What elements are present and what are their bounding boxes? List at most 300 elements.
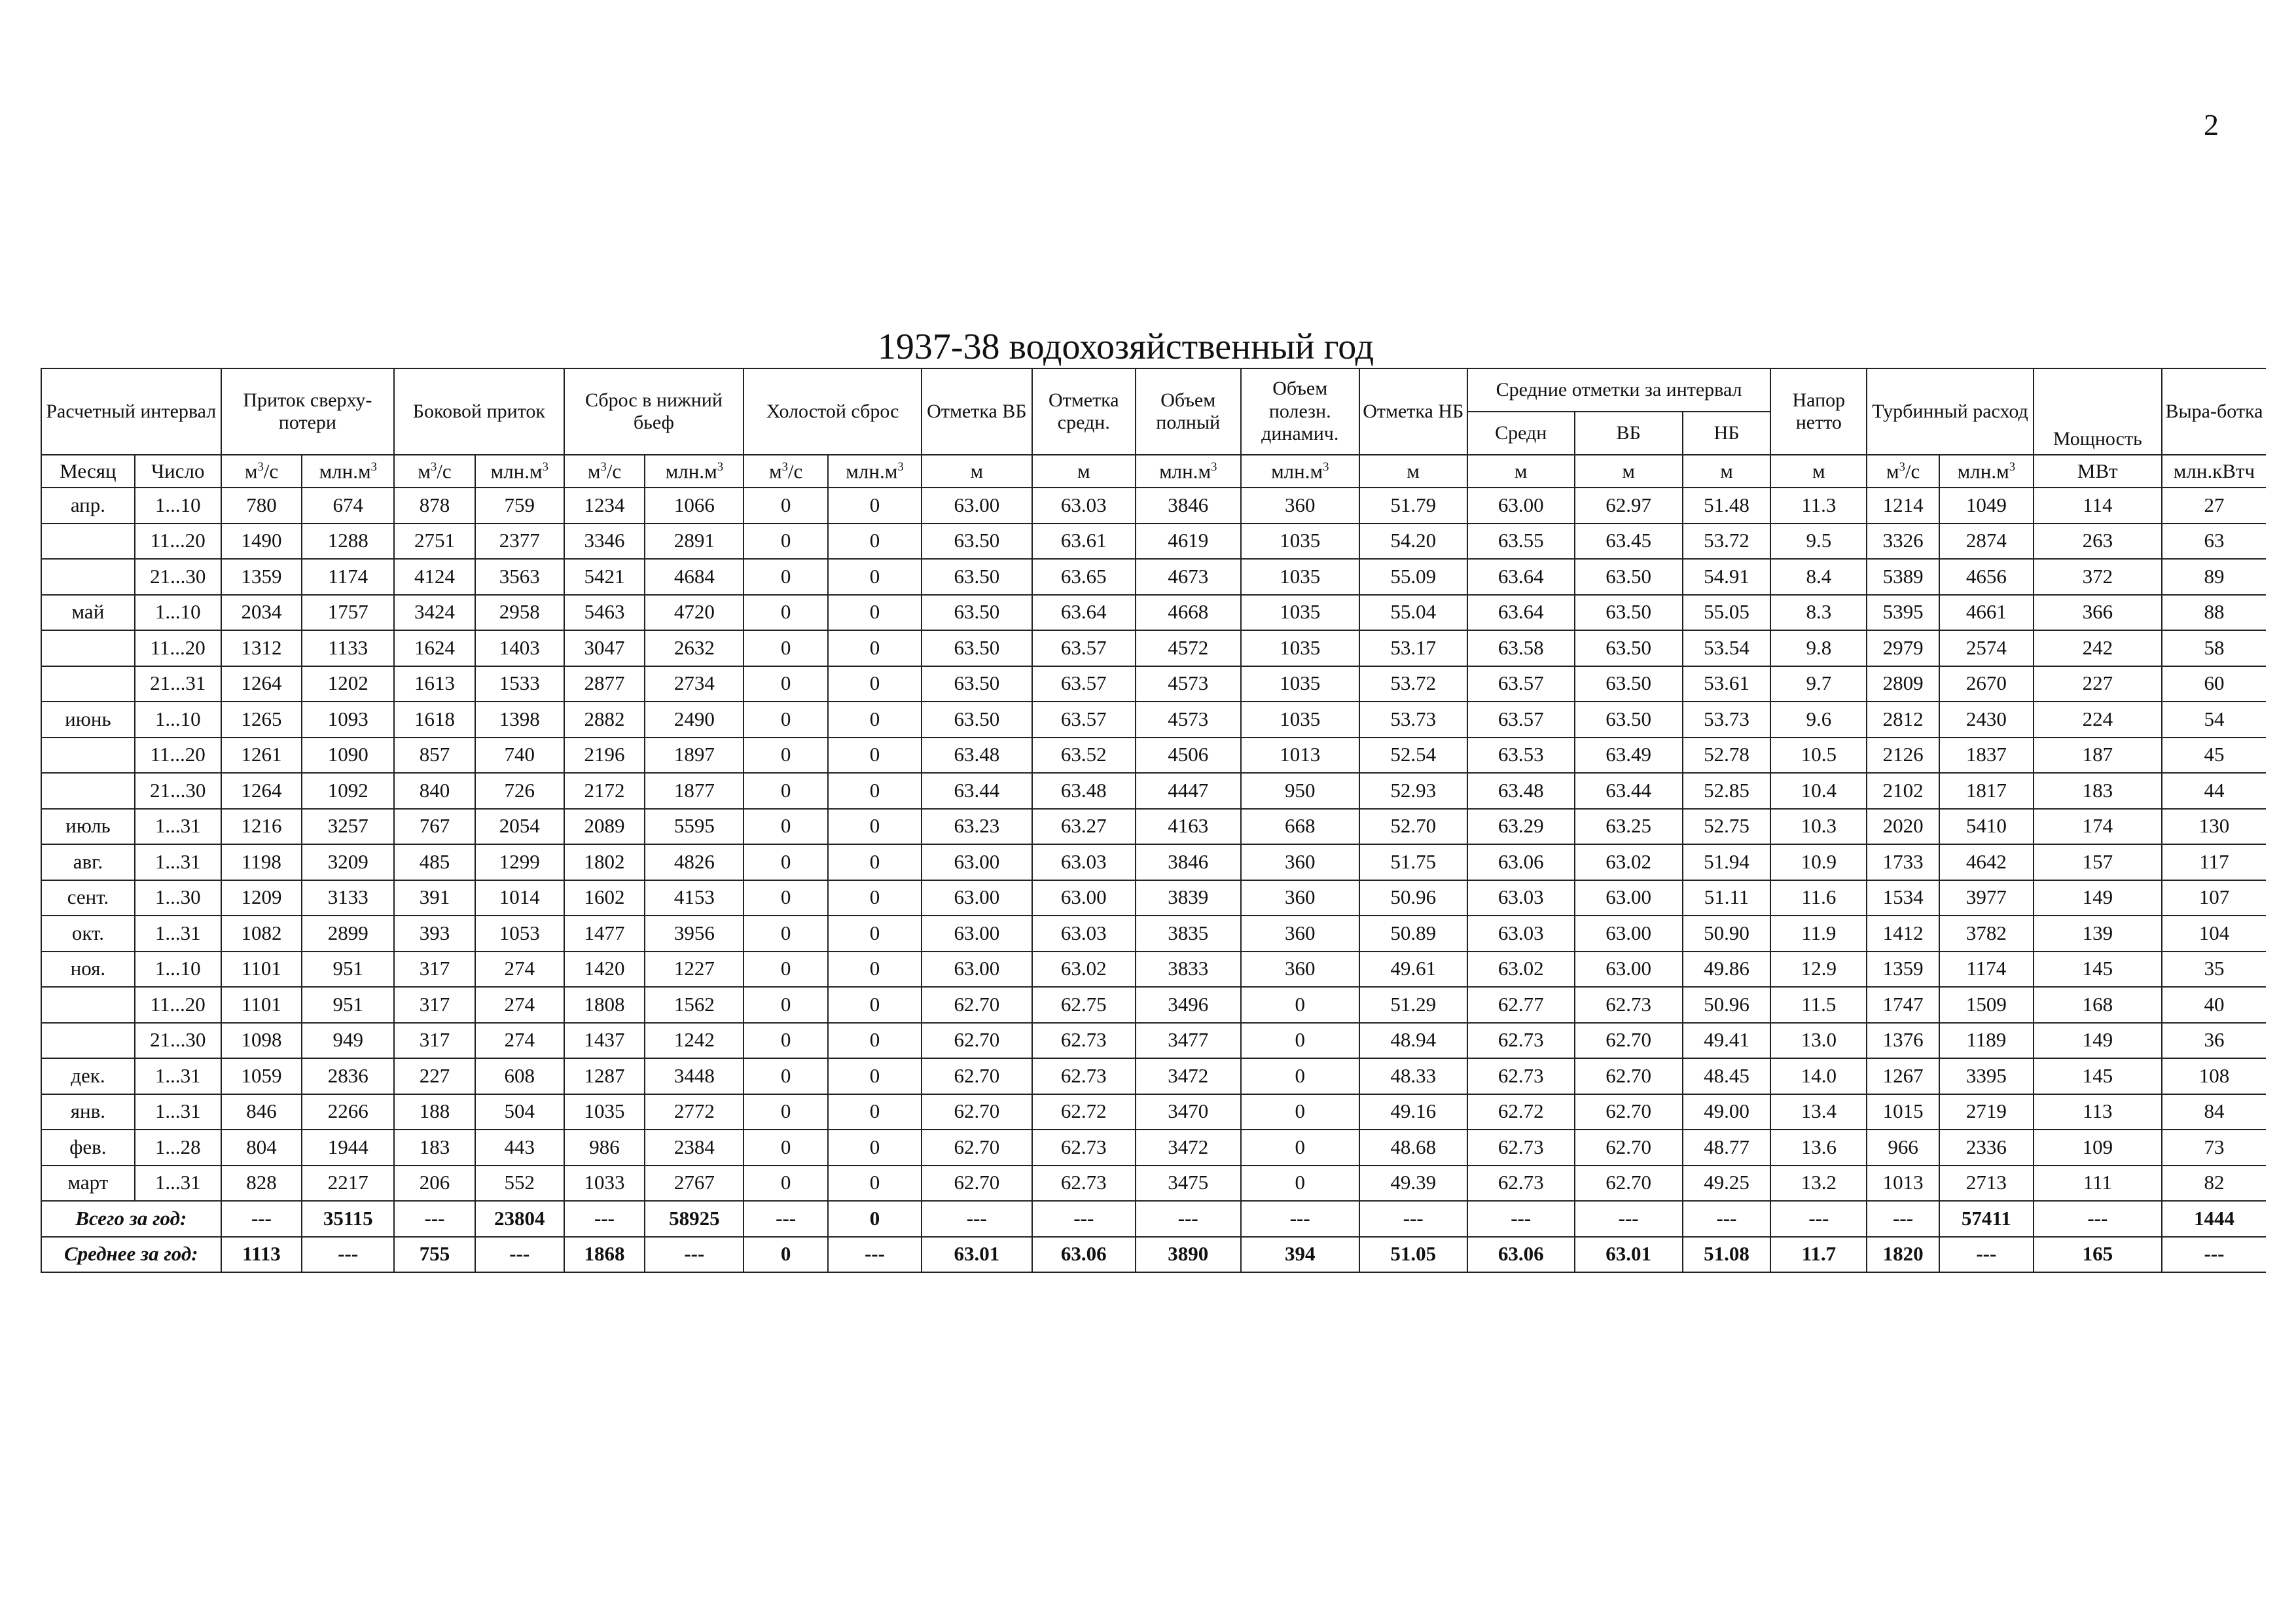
value-cell: 55.09: [1359, 559, 1467, 595]
value-cell: ---: [394, 1201, 475, 1237]
value-cell: 2336: [1939, 1130, 2034, 1166]
month-cell: дек.: [41, 1058, 135, 1094]
value-cell: 1490: [221, 524, 302, 560]
value-cell: 1174: [302, 559, 394, 595]
value-cell: 1033: [564, 1166, 645, 1202]
value-cell: 63.00: [922, 880, 1032, 916]
value-cell: 2020: [1867, 809, 1939, 845]
unit-cell: Число: [135, 455, 221, 488]
value-cell: 608: [475, 1058, 564, 1094]
value-cell: 360: [1241, 880, 1359, 916]
unit-cell: млн.кВтч: [2162, 455, 2266, 488]
value-cell: ---: [221, 1201, 302, 1237]
value-cell: 62.70: [922, 1058, 1032, 1094]
value-cell: 113: [2034, 1094, 2162, 1130]
month-cell: март: [41, 1166, 135, 1202]
value-cell: 63.02: [1467, 952, 1575, 988]
value-cell: 107: [2162, 880, 2266, 916]
unit-cell: $млн.м^3$: [302, 455, 394, 488]
value-cell: 50.96: [1359, 880, 1467, 916]
value-cell: 0: [828, 630, 922, 666]
value-cell: 360: [1241, 916, 1359, 952]
value-cell: 63.00: [922, 844, 1032, 880]
value-cell: 63.50: [922, 595, 1032, 631]
value-cell: 1817: [1939, 773, 2034, 809]
days-cell: 11...20: [135, 630, 221, 666]
value-cell: 63.48: [1032, 773, 1136, 809]
value-cell: ---: [1683, 1201, 1771, 1237]
value-cell: 5595: [645, 809, 744, 845]
value-cell: 1288: [302, 524, 394, 560]
value-cell: 63.25: [1575, 809, 1683, 845]
value-cell: 62.77: [1467, 987, 1575, 1023]
value-cell: 13.2: [1770, 1166, 1867, 1202]
value-cell: 53.73: [1359, 702, 1467, 738]
value-cell: 50.89: [1359, 916, 1467, 952]
value-cell: 62.70: [922, 987, 1032, 1023]
value-cell: ---: [475, 1237, 564, 1273]
value-cell: 62.73: [1467, 1058, 1575, 1094]
value-cell: 2812: [1867, 702, 1939, 738]
value-cell: 2196: [564, 738, 645, 774]
header-avg-mid: Средн: [1467, 412, 1575, 455]
value-cell: 1035: [1241, 666, 1359, 702]
value-cell: 0: [1241, 1023, 1359, 1059]
value-cell: 63.50: [1575, 559, 1683, 595]
value-cell: 49.41: [1683, 1023, 1771, 1059]
month-cell: авг.: [41, 844, 135, 880]
value-cell: 54.91: [1683, 559, 1771, 595]
value-cell: 48.77: [1683, 1130, 1771, 1166]
value-cell: 0: [744, 880, 828, 916]
value-cell: 2574: [1939, 630, 2034, 666]
value-cell: ---: [744, 1201, 828, 1237]
value-cell: 1092: [302, 773, 394, 809]
value-cell: 780: [221, 488, 302, 524]
value-cell: 1265: [221, 702, 302, 738]
month-cell: [41, 1023, 135, 1059]
table-row: [41, 1166, 2266, 1202]
days-cell: 21...30: [135, 773, 221, 809]
value-cell: 0: [744, 1237, 828, 1273]
value-cell: 73: [2162, 1130, 2266, 1166]
value-cell: 1227: [645, 952, 744, 988]
value-cell: 4124: [394, 559, 475, 595]
value-cell: 0: [744, 773, 828, 809]
value-cell: 1082: [221, 916, 302, 952]
value-cell: 53.73: [1683, 702, 1771, 738]
value-cell: 1059: [221, 1058, 302, 1094]
value-cell: 2891: [645, 524, 744, 560]
table-row: [41, 880, 2266, 916]
value-cell: 48.45: [1683, 1058, 1771, 1094]
value-cell: 2670: [1939, 666, 2034, 702]
value-cell: 0: [744, 738, 828, 774]
value-cell: 63.00: [922, 488, 1032, 524]
header-level-nb: Отметка НБ: [1359, 368, 1467, 455]
value-cell: 4572: [1136, 630, 1241, 666]
unit-cell: м: [1032, 455, 1136, 488]
value-cell: 1101: [221, 952, 302, 988]
table-row: [41, 738, 2266, 774]
value-cell: 2089: [564, 809, 645, 845]
days-cell: 1...10: [135, 595, 221, 631]
value-cell: 227: [2034, 666, 2162, 702]
value-cell: 0: [744, 488, 828, 524]
value-cell: 62.73: [1467, 1166, 1575, 1202]
value-cell: 0: [828, 559, 922, 595]
value-cell: 51.05: [1359, 1237, 1467, 1273]
value-cell: 1174: [1939, 952, 2034, 988]
value-cell: 8.3: [1770, 595, 1867, 631]
value-cell: 62.70: [1575, 1094, 1683, 1130]
value-cell: 63.00: [1575, 952, 1683, 988]
value-cell: 840: [394, 773, 475, 809]
value-cell: 360: [1241, 952, 1359, 988]
days-cell: 1...10: [135, 952, 221, 988]
value-cell: 1202: [302, 666, 394, 702]
value-cell: 3346: [564, 524, 645, 560]
value-cell: 1093: [302, 702, 394, 738]
value-cell: 51.08: [1683, 1237, 1771, 1273]
value-cell: ---: [1136, 1201, 1241, 1237]
table-row: [41, 524, 2266, 560]
value-cell: 1359: [221, 559, 302, 595]
days-cell: 1...31: [135, 916, 221, 952]
value-cell: 63.50: [1575, 666, 1683, 702]
value-cell: 9.7: [1770, 666, 1867, 702]
header-power: Мощность: [2034, 368, 2162, 455]
value-cell: 1035: [1241, 595, 1359, 631]
value-cell: 1066: [645, 488, 744, 524]
month-cell: май: [41, 595, 135, 631]
value-cell: 63.02: [1032, 952, 1136, 988]
value-cell: 2979: [1867, 630, 1939, 666]
value-cell: 10.3: [1770, 809, 1867, 845]
days-cell: 21...30: [135, 559, 221, 595]
value-cell: 951: [302, 987, 394, 1023]
value-cell: 3477: [1136, 1023, 1241, 1059]
value-cell: 62.70: [922, 1094, 1032, 1130]
value-cell: 1015: [1867, 1094, 1939, 1130]
value-cell: 9.6: [1770, 702, 1867, 738]
value-cell: 48.94: [1359, 1023, 1467, 1059]
value-cell: 5410: [1939, 809, 2034, 845]
value-cell: 1533: [475, 666, 564, 702]
value-cell: 443: [475, 1130, 564, 1166]
month-cell: янв.: [41, 1094, 135, 1130]
value-cell: 3782: [1939, 916, 2034, 952]
value-cell: 552: [475, 1166, 564, 1202]
value-cell: 63: [2162, 524, 2266, 560]
month-cell: ноя.: [41, 952, 135, 988]
value-cell: 0: [828, 738, 922, 774]
value-cell: 1733: [1867, 844, 1939, 880]
value-cell: 54.20: [1359, 524, 1467, 560]
value-cell: 1299: [475, 844, 564, 880]
value-cell: 40: [2162, 987, 2266, 1023]
value-cell: 3846: [1136, 488, 1241, 524]
value-cell: 0: [828, 1023, 922, 1059]
unit-cell: м: [1575, 455, 1683, 488]
month-cell: апр.: [41, 488, 135, 524]
unit-cell: $м^3/с$: [744, 455, 828, 488]
header-avg-vb: ВБ: [1575, 412, 1683, 455]
value-cell: 3472: [1136, 1058, 1241, 1094]
header-head: Напор нетто: [1770, 368, 1867, 455]
value-cell: 3448: [645, 1058, 744, 1094]
value-cell: 0: [828, 1094, 922, 1130]
value-cell: 0: [744, 524, 828, 560]
value-cell: 63.57: [1032, 630, 1136, 666]
value-cell: 62.70: [922, 1023, 1032, 1059]
value-cell: 0: [744, 987, 828, 1023]
header-volume-full: Объем полный: [1136, 368, 1241, 455]
value-cell: ---: [922, 1201, 1032, 1237]
value-cell: 63.52: [1032, 738, 1136, 774]
value-cell: 13.0: [1770, 1023, 1867, 1059]
value-cell: 62.70: [1575, 1166, 1683, 1202]
value-cell: 3839: [1136, 880, 1241, 916]
value-cell: 10.4: [1770, 773, 1867, 809]
value-cell: 55.05: [1683, 595, 1771, 631]
value-cell: 62.70: [1575, 1058, 1683, 1094]
value-cell: 1837: [1939, 738, 2034, 774]
value-cell: 63.50: [922, 702, 1032, 738]
value-cell: 828: [221, 1166, 302, 1202]
table-row: [41, 1094, 2266, 1130]
value-cell: 1624: [394, 630, 475, 666]
average-row: [41, 1237, 2266, 1273]
value-cell: 2767: [645, 1166, 744, 1202]
unit-cell: м: [922, 455, 1032, 488]
value-cell: 1049: [1939, 488, 2034, 524]
header-volume-useful: Объем полезн. динамич.: [1241, 368, 1359, 455]
value-cell: 51.48: [1683, 488, 1771, 524]
value-cell: 274: [475, 952, 564, 988]
header-inflow-top: Приток сверху-потери: [221, 368, 395, 455]
value-cell: 13.4: [1770, 1094, 1867, 1130]
value-cell: 1403: [475, 630, 564, 666]
value-cell: 3475: [1136, 1166, 1241, 1202]
header-side-inflow: Боковой приток: [394, 368, 564, 455]
value-cell: 11.7: [1770, 1237, 1867, 1273]
value-cell: 63.50: [1575, 595, 1683, 631]
value-cell: 1613: [394, 666, 475, 702]
value-cell: 224: [2034, 702, 2162, 738]
header-idle-discharge: Холостой сброс: [744, 368, 922, 455]
value-cell: 62.73: [1575, 987, 1683, 1023]
value-cell: 1757: [302, 595, 394, 631]
value-cell: 4826: [645, 844, 744, 880]
value-cell: 63.01: [922, 1237, 1032, 1273]
value-cell: 63.03: [1032, 488, 1136, 524]
value-cell: 2384: [645, 1130, 744, 1166]
value-cell: 986: [564, 1130, 645, 1166]
value-cell: 1053: [475, 916, 564, 952]
value-cell: 145: [2034, 1058, 2162, 1094]
value-cell: 0: [828, 1058, 922, 1094]
value-cell: 4573: [1136, 666, 1241, 702]
value-cell: 1602: [564, 880, 645, 916]
value-cell: 1359: [1867, 952, 1939, 988]
value-cell: 1216: [221, 809, 302, 845]
value-cell: 2874: [1939, 524, 2034, 560]
value-cell: 2734: [645, 666, 744, 702]
value-cell: 52.93: [1359, 773, 1467, 809]
value-cell: 2490: [645, 702, 744, 738]
value-cell: 857: [394, 738, 475, 774]
value-cell: 0: [828, 880, 922, 916]
value-cell: ---: [2162, 1237, 2266, 1273]
value-cell: 951: [302, 952, 394, 988]
month-cell: сент.: [41, 880, 135, 916]
value-cell: 2877: [564, 666, 645, 702]
header-avg-levels: Средние отметки за интервал: [1467, 368, 1771, 412]
value-cell: 1808: [564, 987, 645, 1023]
value-cell: 63.06: [1467, 844, 1575, 880]
value-cell: 117: [2162, 844, 2266, 880]
days-cell: 1...10: [135, 702, 221, 738]
value-cell: 63.50: [922, 524, 1032, 560]
value-cell: 5463: [564, 595, 645, 631]
value-cell: 3835: [1136, 916, 1241, 952]
value-cell: 62.72: [1032, 1094, 1136, 1130]
value-cell: 51.94: [1683, 844, 1771, 880]
value-cell: 394: [1241, 1237, 1359, 1273]
value-cell: 360: [1241, 844, 1359, 880]
value-cell: 49.39: [1359, 1166, 1467, 1202]
value-cell: 4661: [1939, 595, 2034, 631]
value-cell: 1287: [564, 1058, 645, 1094]
value-cell: 50.96: [1683, 987, 1771, 1023]
value-cell: 165: [2034, 1237, 2162, 1273]
value-cell: 3846: [1136, 844, 1241, 880]
value-cell: 1264: [221, 666, 302, 702]
header-discharge-down: Сброс в нижний бьеф: [564, 368, 744, 455]
value-cell: 4447: [1136, 773, 1241, 809]
value-cell: 0: [744, 952, 828, 988]
value-cell: 1035: [564, 1094, 645, 1130]
value-cell: 4642: [1939, 844, 2034, 880]
value-cell: 2034: [221, 595, 302, 631]
month-cell: фев.: [41, 1130, 135, 1166]
value-cell: 372: [2034, 559, 2162, 595]
value-cell: 63.64: [1032, 595, 1136, 631]
value-cell: 62.70: [1575, 1023, 1683, 1059]
value-cell: 242: [2034, 630, 2162, 666]
value-cell: 5395: [1867, 595, 1939, 631]
unit-cell: МВт: [2034, 455, 2162, 488]
value-cell: 1013: [1241, 738, 1359, 774]
table-row: [41, 666, 2266, 702]
value-cell: 2882: [564, 702, 645, 738]
value-cell: 51.79: [1359, 488, 1467, 524]
header-output: Выра-ботка: [2162, 368, 2266, 455]
value-cell: 1398: [475, 702, 564, 738]
value-cell: 49.16: [1359, 1094, 1467, 1130]
value-cell: 62.70: [922, 1130, 1032, 1166]
value-cell: 50.90: [1683, 916, 1771, 952]
value-cell: 1101: [221, 987, 302, 1023]
table-row: [41, 702, 2266, 738]
days-cell: 21...30: [135, 1023, 221, 1059]
value-cell: 1035: [1241, 559, 1359, 595]
unit-cell: $м^3/с$: [1867, 455, 1939, 488]
value-cell: 51.11: [1683, 880, 1771, 916]
value-cell: 149: [2034, 880, 2162, 916]
unit-cell: м: [1683, 455, 1771, 488]
table-row: [41, 488, 2266, 524]
value-cell: 11.6: [1770, 880, 1867, 916]
value-cell: 1444: [2162, 1201, 2266, 1237]
value-cell: 3833: [1136, 952, 1241, 988]
value-cell: 0: [1241, 1130, 1359, 1166]
value-cell: 52.78: [1683, 738, 1771, 774]
value-cell: 11.3: [1770, 488, 1867, 524]
value-cell: 0: [828, 952, 922, 988]
value-cell: 63.53: [1467, 738, 1575, 774]
value-cell: 63.57: [1032, 702, 1136, 738]
value-cell: 393: [394, 916, 475, 952]
value-cell: 0: [744, 1058, 828, 1094]
value-cell: 168: [2034, 987, 2162, 1023]
value-cell: 4673: [1136, 559, 1241, 595]
value-cell: 63.00: [1467, 488, 1575, 524]
value-cell: 4720: [645, 595, 744, 631]
value-cell: 360: [1241, 488, 1359, 524]
water-balance-table: [41, 368, 2266, 1273]
value-cell: 0: [744, 630, 828, 666]
value-cell: ---: [1575, 1201, 1683, 1237]
table-row: [41, 809, 2266, 845]
value-cell: 1090: [302, 738, 394, 774]
value-cell: 57411: [1939, 1201, 2034, 1237]
value-cell: 174: [2034, 809, 2162, 845]
value-cell: 52.85: [1683, 773, 1771, 809]
value-cell: 0: [744, 916, 828, 952]
value-cell: 1820: [1867, 1237, 1939, 1273]
value-cell: 3395: [1939, 1058, 2034, 1094]
value-cell: 0: [828, 1130, 922, 1166]
value-cell: 14.0: [1770, 1058, 1867, 1094]
month-cell: [41, 524, 135, 560]
value-cell: 188: [394, 1094, 475, 1130]
value-cell: 1897: [645, 738, 744, 774]
total-row-label: Всего за год:: [41, 1201, 221, 1237]
value-cell: 2836: [302, 1058, 394, 1094]
value-cell: 767: [394, 809, 475, 845]
value-cell: 4506: [1136, 738, 1241, 774]
value-cell: 1534: [1867, 880, 1939, 916]
value-cell: 2172: [564, 773, 645, 809]
value-cell: 206: [394, 1166, 475, 1202]
value-cell: 62.73: [1032, 1023, 1136, 1059]
value-cell: 9.5: [1770, 524, 1867, 560]
value-cell: 3209: [302, 844, 394, 880]
value-cell: 49.25: [1683, 1166, 1771, 1202]
days-cell: 1...28: [135, 1130, 221, 1166]
value-cell: 52.70: [1359, 809, 1467, 845]
value-cell: 36: [2162, 1023, 2266, 1059]
value-cell: 82: [2162, 1166, 2266, 1202]
table-row: [41, 773, 2266, 809]
value-cell: 63.64: [1467, 595, 1575, 631]
value-cell: 63.03: [1032, 844, 1136, 880]
value-cell: 3424: [394, 595, 475, 631]
month-cell: [41, 559, 135, 595]
value-cell: 1868: [564, 1237, 645, 1273]
